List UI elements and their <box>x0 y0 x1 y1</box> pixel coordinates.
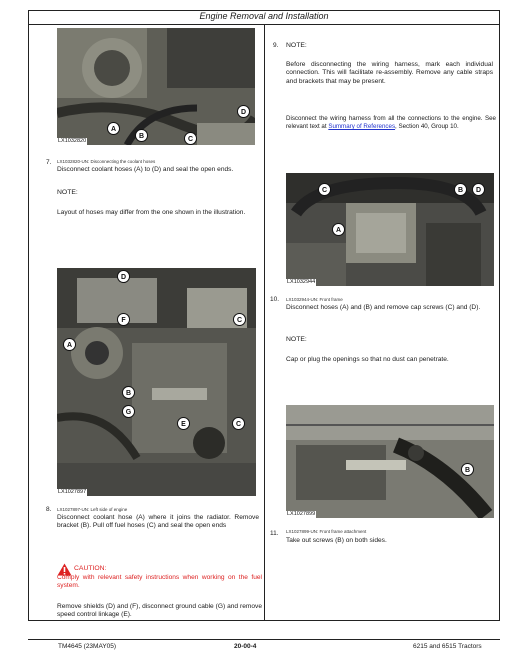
page-title: Engine Removal and Installation <box>199 11 329 21</box>
photo-id: LX1032944 <box>287 279 316 285</box>
step-7-note-text: Layout of hoses may differ from the one shown in the illustration. <box>57 209 246 216</box>
step-10-note-label: NOTE: <box>286 336 307 343</box>
caution-label: CAUTION: <box>74 565 107 572</box>
photo-id: LX1032820 <box>58 138 87 144</box>
callout-b: B <box>122 386 135 399</box>
step-9-number: 9. <box>273 42 279 49</box>
step-10-note-text: Cap or plug the openings so that no dust can penetrate. <box>286 356 449 363</box>
footer-product: 6215 and 6515 Tractors <box>413 643 482 650</box>
callout-d: D <box>117 270 130 283</box>
callout-e: E <box>177 417 190 430</box>
callout-d: D <box>472 183 485 196</box>
step-8-number: 8. <box>46 506 52 513</box>
photo-front-frame-attachment-image <box>286 405 494 518</box>
callout-a: A <box>332 223 345 236</box>
photo-front-frame <box>286 173 494 286</box>
photo-id: LX1027899 <box>287 511 316 517</box>
ref-text-2: , Section 40, Group 10. <box>395 123 459 131</box>
photo-coolant-hoses-image <box>57 28 255 145</box>
step-9-note-text: Before disconnecting the wiring harness, mark each individual connection. This will facilitate re-assembly. Remove any cable straps and brackets that may be present. <box>286 61 493 85</box>
step-8-text-2: Remove shields (D) and (F), disconnect ground cable (G) and remove speed control linkage (E). <box>57 603 262 619</box>
callout-b: B <box>135 129 148 142</box>
footer-page-number: 20-00-4 <box>234 643 257 650</box>
step-9-note-label: NOTE: <box>286 42 307 49</box>
ref-text-1: Disconnect the wiring harness from all the connections to the engine. See relevant text at <box>286 115 496 131</box>
step-9-reference <box>286 115 496 131</box>
callout-c: C <box>184 132 197 145</box>
step-8-caption: LX1027897-UN: Left side of engine <box>57 507 128 512</box>
summary-of-references-link[interactable]: Summary of References <box>328 123 396 131</box>
callout-a: A <box>63 338 76 351</box>
photo-left-side-engine <box>57 268 256 496</box>
step-8-text: Disconnect coolant hose (A) where it joins the radiator. Remove bracket (B). Pull off fuel hoses (C) and seal the open ends <box>57 514 259 530</box>
callout-d: D <box>237 105 250 118</box>
callout-b: B <box>454 183 467 196</box>
step-7-text: Disconnect coolant hoses (A) to (D) and seal the open ends. <box>57 166 234 173</box>
step-10-number: 10. <box>270 296 280 303</box>
callout-f: F <box>117 313 130 326</box>
caution-text: Comply with relevant safety instructions when working on the fuel system. <box>57 574 262 590</box>
callout-c: C <box>318 183 331 196</box>
photo-id: LX1027897 <box>58 489 87 495</box>
footer-divider <box>28 639 500 640</box>
callout-g: G <box>122 405 135 418</box>
callout-b: B <box>461 463 474 476</box>
step-10-text: Disconnect hoses (A) and (B) and remove cap screws (C) and (D). <box>286 304 481 311</box>
callout-c-lower: C <box>232 417 245 430</box>
photo-front-frame-attachment <box>286 405 494 518</box>
step-11-caption: LX1027899-UN: Front frame attachment <box>286 529 367 534</box>
step-7-caption: LX1032820-UN: Disconnecting the coolant hoses <box>57 159 156 164</box>
photo-coolant-hoses <box>57 28 255 145</box>
step-11-number: 11. <box>270 530 279 537</box>
photo-left-side-engine-image <box>57 268 256 496</box>
step-7-note-label: NOTE: <box>57 189 78 196</box>
callout-a: A <box>107 122 120 135</box>
callout-c: C <box>233 313 246 326</box>
step-11-text: Take out screws (B) on both sides. <box>286 537 387 544</box>
footer-doc-id: TM4645 (23MAY05) <box>58 643 117 650</box>
step-10-caption: LX1032944-UN: Front frame <box>286 297 343 302</box>
step-7-number: 7. <box>46 159 52 166</box>
column-divider <box>264 25 265 621</box>
